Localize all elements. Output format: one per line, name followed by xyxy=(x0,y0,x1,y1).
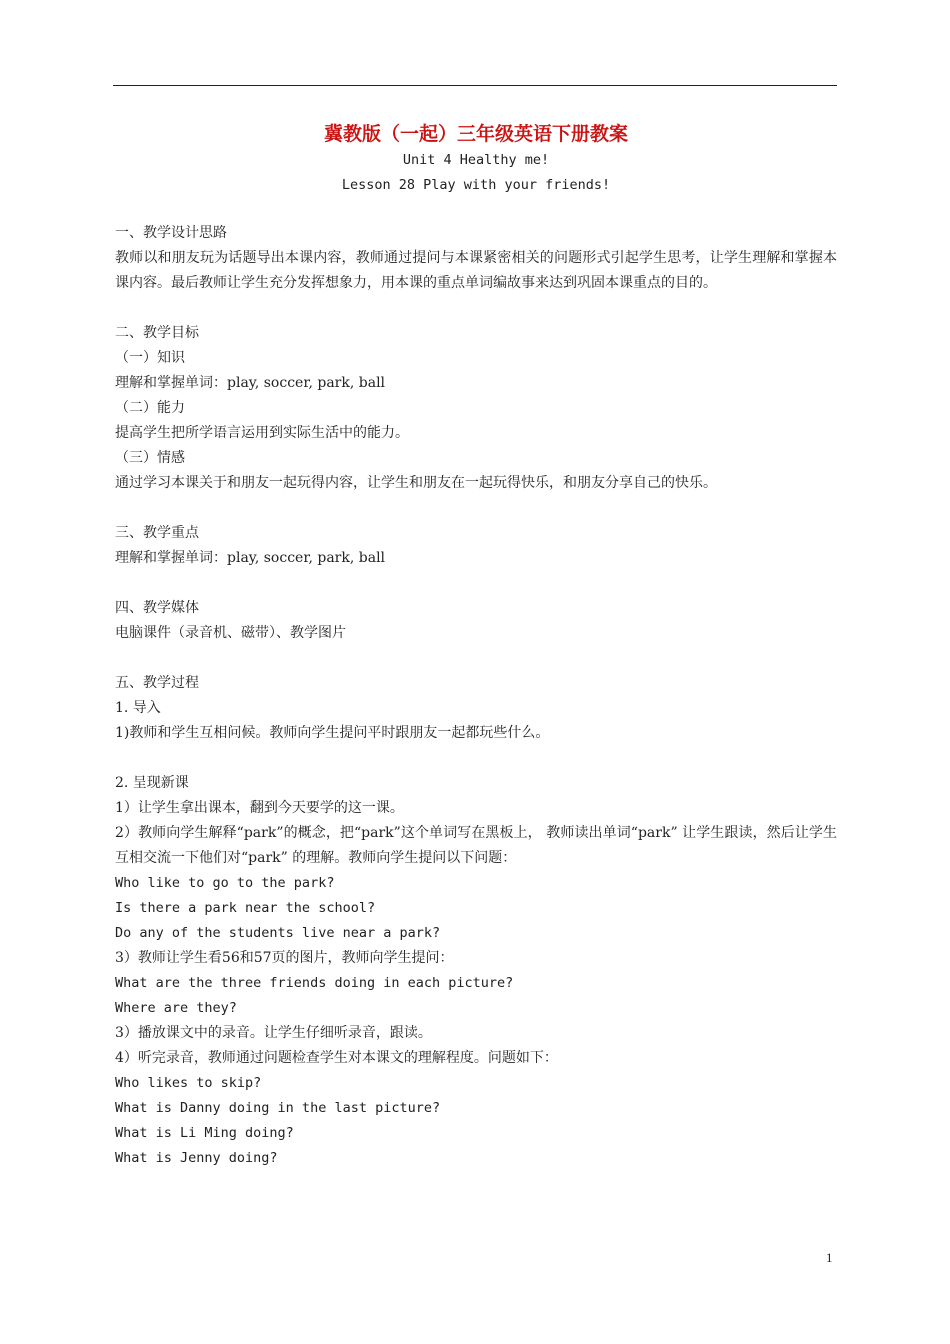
body-ability: 提高学生把所学语言运用到实际生活中的能力。 xyxy=(115,425,409,441)
section-body-media: 电脑课件（录音机、磁带）、教学图片 xyxy=(115,625,346,641)
spacer xyxy=(115,646,837,671)
subheading-ability: （二）能力 xyxy=(115,400,185,416)
step-item: 4）听完录音，教师通过问题检查学生对本课文的理解程度。问题如下： xyxy=(115,1050,558,1066)
spacer xyxy=(115,496,837,521)
header-rule xyxy=(113,85,837,86)
spacer xyxy=(115,198,837,221)
lesson-title: Lesson 28 Play with your friends! xyxy=(341,177,611,193)
subheading-knowledge: （一）知识 xyxy=(115,350,185,366)
question-line: What is Jenny doing? xyxy=(115,1150,278,1166)
step-item: 3）播放课文中的录音。让学生仔细听录音，跟读。 xyxy=(115,1025,432,1041)
spacer xyxy=(115,746,837,771)
page-number: 1 xyxy=(826,1250,833,1265)
section-heading-design: 一、教学设计思路 xyxy=(115,225,227,241)
question-line: Where are they? xyxy=(115,1000,237,1016)
step-heading-new-lesson: 2. 呈现新课 xyxy=(115,775,189,791)
question-line: What is Danny doing in the last picture? xyxy=(115,1100,441,1116)
section-body-design: 教师以和朋友玩为话题导出本课内容，教师通过提问与本课紧密相关的问题形式引起学生思考，让学生理解和掌握本课内容。最后教师让学生充分发挥想象力，用本课的重点单词编故事来达到巩固本课重点的目的。 xyxy=(115,250,837,291)
question-line: Who likes to skip? xyxy=(115,1075,262,1091)
unit-title: Unit 4 Healthy me! xyxy=(402,152,550,168)
step-body-intro: 1)教师和学生互相问候。教师向学生提问平时跟朋友一起都玩些什么。 xyxy=(115,725,550,741)
step-item: 1）让学生拿出课本，翻到今天要学的这一课。 xyxy=(115,800,404,816)
step-heading-intro: 1. 导入 xyxy=(115,700,161,716)
question-line: Do any of the students live near a park? xyxy=(115,925,441,941)
body-emotion: 通过学习本课关于和朋友一起玩得内容，让学生和朋友在一起玩得快乐，和朋友分享自己的快乐。 xyxy=(115,475,717,491)
body-knowledge: 理解和掌握单词：play, soccer, park, ball xyxy=(115,375,386,391)
section-heading-goals: 二、教学目标 xyxy=(115,325,199,341)
spacer xyxy=(115,296,837,321)
question-line: Who like to go to the park? xyxy=(115,875,335,891)
subheading-emotion: （三）情感 xyxy=(115,450,185,466)
document-page xyxy=(115,120,837,1171)
question-line: Is there a park near the school? xyxy=(115,900,376,916)
question-line: What are the three friends doing in each picture? xyxy=(115,975,514,991)
section-heading-process: 五、教学过程 xyxy=(115,675,199,691)
spacer xyxy=(115,571,837,596)
document-title: 冀教版（一起）三年级英语下册教案 xyxy=(323,123,628,145)
section-heading-media: 四、教学媒体 xyxy=(115,600,199,616)
step-item: 3）教师让学生看56和57页的图片，教师向学生提问： xyxy=(115,950,454,966)
step-item: 2）教师向学生解释“park”的概念，把“park”这个单词写在黑板上， 教师读出单词“park” 让学生跟读，然后让学生互相交流一下他们对“park” 的理解。教师向学生提问以下问题： xyxy=(115,825,837,866)
section-heading-focus: 三、教学重点 xyxy=(115,525,199,541)
section-body-focus: 理解和掌握单词：play, soccer, park, ball xyxy=(115,550,386,566)
question-line: What is Li Ming doing? xyxy=(115,1125,294,1141)
